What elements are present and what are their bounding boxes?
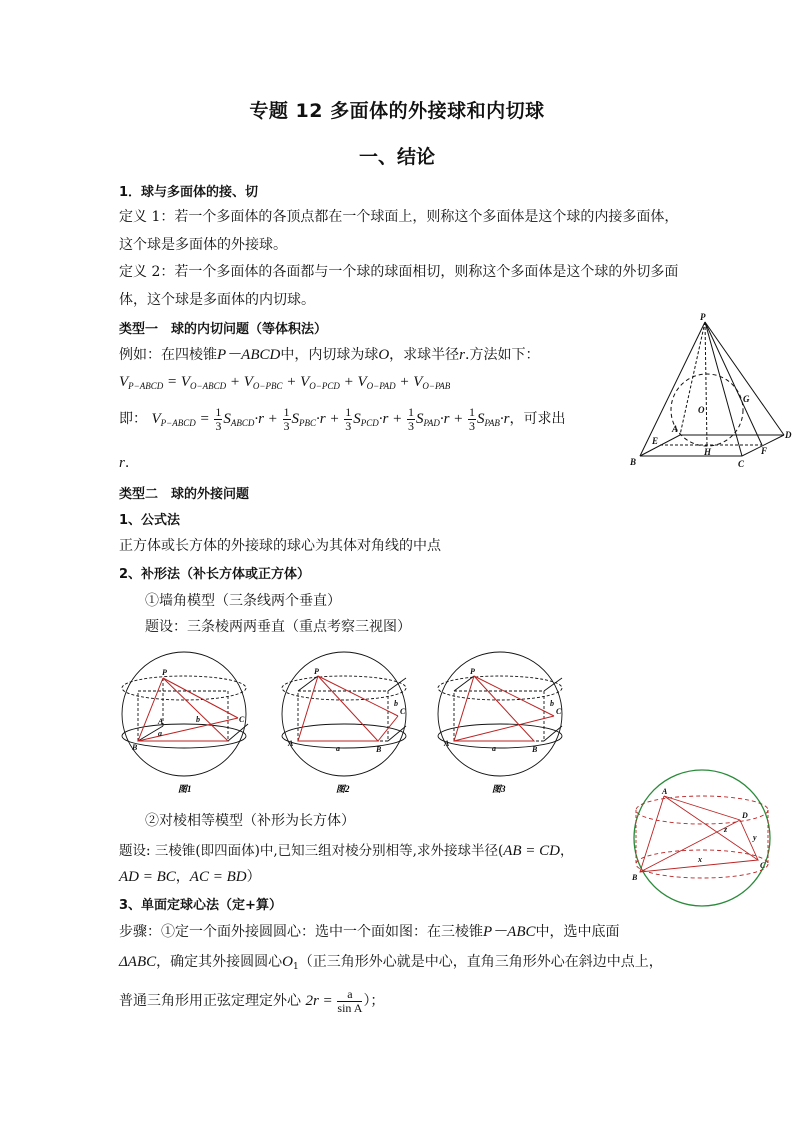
example-r: r: [459, 347, 466, 363]
sphere-label-x: x: [698, 855, 702, 864]
def1-line2: 这个球是多面体的外接球。: [119, 237, 287, 253]
pyramid-figure: [622, 310, 794, 475]
example-text-mid: 中，内切球为球: [280, 347, 379, 363]
method1-heading: 1、公式法: [119, 513, 181, 528]
fig1-label-A: A: [158, 717, 164, 726]
formula-suffix: ，可求出: [509, 410, 566, 427]
fig3-label-B: B: [532, 745, 538, 754]
figure-2: [278, 646, 420, 796]
step-text-c: ，确定其外接圆圆心: [156, 954, 283, 970]
fig3-label-C: C: [556, 707, 562, 716]
fig2-label-a: a: [336, 744, 340, 753]
formula-period: .: [124, 455, 130, 471]
s1-heading: 1．球与多面体的接、切: [119, 185, 259, 200]
page-title: 专题 12 多面体的外接球和内切球: [249, 100, 545, 122]
sphere-label-A: A: [662, 787, 668, 796]
setting2-close: ）: [246, 869, 261, 885]
step-text-b: 中，选中底面: [535, 924, 620, 940]
fig1-label-a: a: [158, 729, 162, 738]
method2-setting: 题设：三条棱两两垂直（重点考察三视图）: [145, 619, 411, 635]
fig2-label-b: b: [394, 699, 398, 708]
example-text-post: ，求球半径: [389, 347, 460, 363]
section-heading: 一、结论: [358, 146, 435, 168]
sphere-label-z: z: [724, 825, 728, 834]
formula-radius: 即： $V_{P-ABCD}$ = $\frac{1}{3}$ $S_{ABCD}\cdot r$ + $\frac{1}{3}$ $S_{PBC}\cdot r$ + $\frac{1}{3}$ $S_{PCD}\cdot r$ + $\frac{1}{3}$ $S_{PAD}\cdot r$ + $\frac{1}{3}$ $S_{PAB}\cdot r$，可求出: [119, 405, 566, 433]
method2-model2: ②对棱相等模型（补形为长方体）: [145, 813, 355, 829]
step-triangle: ΔABC: [119, 954, 157, 970]
step-text-e: 普通三角形用正弦定理定外心: [119, 992, 301, 1009]
label-C: C: [738, 459, 745, 469]
formula-tail-r: r: [119, 455, 125, 471]
fig2-label-B: B: [376, 745, 382, 754]
type1-example: [119, 343, 539, 364]
fig1-label-B: B: [132, 743, 138, 752]
setting2-sep2: ，: [175, 869, 190, 885]
label-B: B: [630, 457, 637, 467]
fig3-label-A: A: [444, 739, 450, 748]
step-line3: 普通三角形用正弦定理定外心 2r = $\frac{a}{\text{sin A}}$ ）；: [119, 987, 385, 1015]
label-P: P: [700, 312, 706, 322]
fig2-label-P: P: [314, 667, 319, 676]
label-E: E: [652, 436, 659, 446]
example-text-end: .方法如下：: [465, 347, 540, 363]
setting2-eq1: AB = CD: [503, 843, 561, 859]
def2-line2: 体，这个球是多面体的内切球。: [119, 292, 315, 308]
step-O1: O: [282, 954, 293, 970]
example-pyramid: P－ABCD: [217, 347, 281, 363]
def2-line1: 定义 2：若一个多面体的各面都与一个球的球面相切，则称这个多面体是这个球的外切多面: [119, 264, 679, 280]
fig3-label-P: P: [470, 667, 475, 676]
fig1-label-C: C: [239, 715, 245, 724]
label-H: H: [704, 447, 712, 457]
fig1-label-b: b: [196, 715, 200, 724]
step-line1: [119, 920, 620, 941]
step-line2: ΔABC，确定其外接圆圆心$O_1$（正三角形外心就是中心，直角三角形外心在斜边中点上，: [119, 954, 663, 972]
sphere-figure: [628, 768, 778, 910]
label-G: G: [743, 394, 750, 404]
label-A: A: [672, 424, 679, 434]
step-text-d: （正三角形外心就是中心，直角三角形外心在斜边中点上，: [298, 954, 663, 970]
method1-text: 正方体或长方体的外接球的球心为其体对角线的中点: [119, 538, 441, 554]
type2-heading: 类型二 球的外接问题: [119, 487, 250, 502]
label-O: O: [698, 405, 705, 415]
def1-line1: 定义 1：若一个多面体的各顶点都在一个球面上，则称这个多面体是这个球的内接多面体，: [119, 209, 679, 225]
fig1-label-P: P: [162, 668, 167, 677]
label-F: F: [761, 446, 768, 456]
formula-prefix: 即：: [119, 410, 147, 427]
setting2-eq3: AC = BD: [189, 869, 247, 885]
formula-tail: [119, 455, 129, 472]
fig3-label-a: a: [492, 744, 496, 753]
example-O: O: [378, 347, 390, 363]
method2-setting2-line2: [119, 866, 261, 886]
setting2-text: 题设: 三棱锥(即四面体)中,已知三组对棱分别相等,求外接球半径(: [119, 843, 504, 859]
setting2-sep1: ，: [560, 843, 574, 859]
method2-heading: 2、补形法（补长方体或正方体）: [119, 567, 311, 582]
sphere-label-B: B: [632, 873, 638, 882]
fig1-caption: 图1: [178, 784, 192, 794]
fig3-caption: 图3: [492, 784, 506, 794]
fig2-caption: 图2: [336, 784, 350, 794]
method3-heading: 3、单面定球心法（定+算）: [119, 898, 282, 913]
formula-volume-sum: $V_{P-ABCD} = V_{O-ABCD} + V_{O-PBC} + V_{O-PCD} + V_{O-PAD} + V_{O-PAB}$: [119, 374, 451, 391]
figure-3: [434, 646, 576, 796]
sphere-label-D: D: [742, 811, 748, 820]
fig3-label-b: b: [550, 699, 554, 708]
example-text: 例如：在四棱锥: [119, 347, 217, 363]
step-text-a: 步骤：①定一个面外接圆圆心：选中一个面如图：在三棱锥: [119, 924, 483, 940]
figure-1: [118, 646, 260, 796]
type1-heading: 类型一 球的内切问题（等体积法）: [119, 322, 328, 337]
sphere-label-C: C: [760, 861, 766, 870]
setting2-eq2: AD = BC: [119, 869, 176, 885]
fig2-label-C: C: [400, 707, 406, 716]
method2-setting2: [119, 839, 574, 860]
step-pyramid: P－ABC: [483, 924, 536, 940]
step-text-f: ）；: [363, 992, 385, 1009]
sphere-label-y: y: [753, 833, 757, 842]
method2-model1: ①墙角模型（三条线两个垂直）: [145, 593, 341, 609]
label-D: D: [785, 430, 792, 440]
fig2-label-A: A: [288, 739, 294, 748]
